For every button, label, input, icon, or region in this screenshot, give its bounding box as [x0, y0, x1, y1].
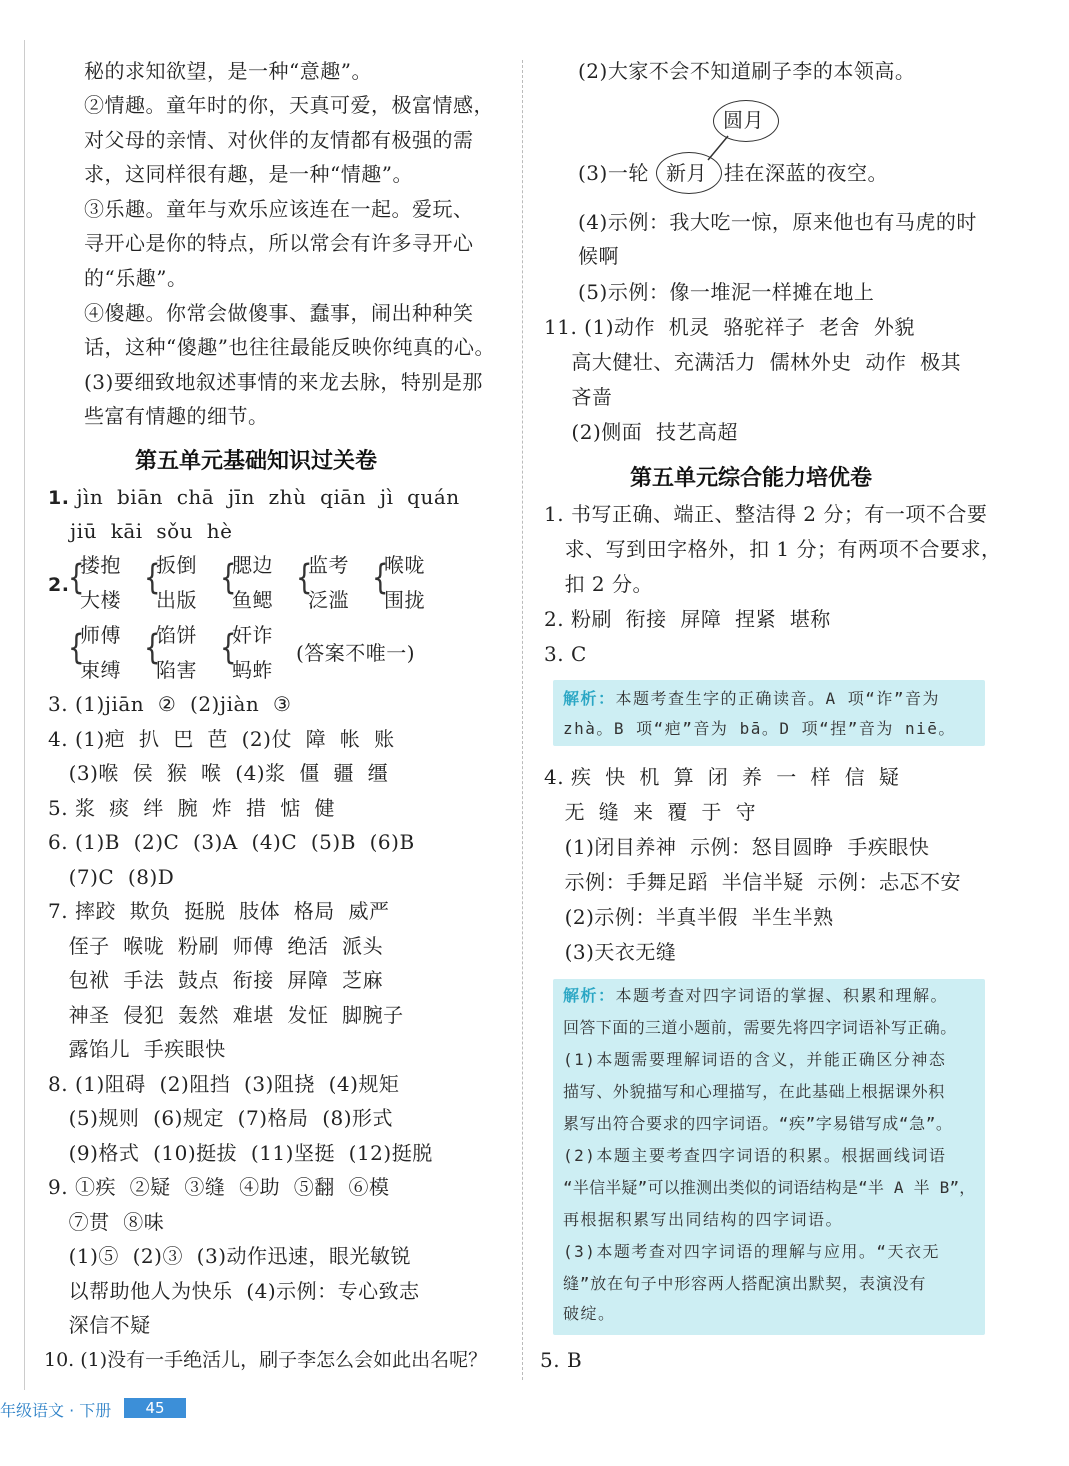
- question-8-line: 8. (1)阻碍 (2)阻挡 (3)阻挠 (4)规矩: [48, 1072, 400, 1096]
- analysis-text: 本题考查生字的正确读音。A 项“诈”音为: [615, 689, 941, 708]
- word-pair: 监考: [308, 553, 349, 577]
- circled-word-text: 新月: [666, 161, 707, 185]
- brace-icon: {: [144, 557, 161, 599]
- question-9-line: 深信不疑: [48, 1313, 151, 1337]
- question-4-line: (3)天衣无缝: [544, 940, 677, 964]
- question-6-line: (7)C (8)D: [48, 865, 175, 889]
- text-line: (3)要细致地叙述事情的来龙去脉，特别是那: [84, 370, 483, 394]
- analysis-label: 解析：: [563, 986, 616, 1005]
- page-number: 45: [124, 1398, 186, 1418]
- question-1-line: 求、写到田字格外，扣 1 分；有两项不合要求，: [544, 537, 1002, 561]
- analysis-line: 再根据积累写出同结构的四字词语。: [563, 1210, 844, 1229]
- text-line: (4)示例：我大吃一惊，原来他也有马虎的时: [578, 210, 977, 234]
- question-7-line: 神圣 侵犯 轰然 难堪 发怔 脚腕子: [48, 1003, 404, 1027]
- question-11-line: 11. (1)动作 机灵 骆驼祥子 老舍 外貌: [544, 315, 915, 339]
- question-11-line: 高大健壮、充满活力 儒林外史 动作 极其: [544, 350, 962, 374]
- analysis-line: [563, 985, 948, 1007]
- section-heading: 第五单元基础知识过关卷: [135, 449, 378, 474]
- analysis-line: (2)本题主要考查四字词语的积累。根据画线词语: [563, 1146, 947, 1165]
- brace-icon: {: [220, 557, 237, 599]
- brace-icon: {: [372, 557, 389, 599]
- analysis-line: 破绽。: [563, 1304, 616, 1323]
- analysis-box: [553, 979, 985, 1335]
- brace-icon: {: [68, 557, 85, 599]
- word-pair: 陷害: [156, 658, 197, 682]
- footer-text: 年级语文 · 下册: [0, 1401, 112, 1420]
- analysis-line: 累写出符合要求的四字词语。“疾”字易错写成“急”。: [563, 1114, 953, 1133]
- word-pair: 泛滥: [308, 588, 349, 612]
- question-4-line: 4. 疾 快 机 算 闭 养 一 样 信 疑: [544, 765, 900, 789]
- question-3: 3. C: [544, 642, 587, 666]
- brace-icon: {: [296, 557, 313, 599]
- text-line: ④傻趣。你常会做傻事、蠢事，闹出种种笑: [84, 301, 474, 325]
- question-9-line: (1)⑤ (2)③ (3)动作迅速，眼光敏锐: [48, 1244, 411, 1268]
- word-pair: 扳倒: [156, 553, 197, 577]
- text-line: 寻开心是你的特点，所以常会有许多寻开心: [84, 231, 474, 255]
- question-8-line: (5)规则 (6)规定 (7)格局 (8)形式: [48, 1106, 394, 1130]
- question-number: 2.: [48, 574, 70, 596]
- analysis-line: (1)本题需要理解词语的含义，并能正确区分神态: [563, 1050, 947, 1069]
- brace-icon: {: [144, 627, 161, 669]
- question-4-line: (2)示例：半真半假 半生半熟: [544, 905, 834, 929]
- word-pair: 腮边: [232, 553, 273, 577]
- word-pair: 馅饼: [156, 623, 197, 647]
- question-10: 10. (1)没有一手绝活儿，刷子李怎么会如此出名呢？: [44, 1349, 488, 1371]
- word-pair: 奸诈: [232, 623, 273, 647]
- brace-icon: {: [68, 627, 85, 669]
- question-5: 5. 浆 痰 绊 腕 炸 措 惦 健: [48, 796, 335, 820]
- text-line-post: 挂在深蓝的夜空。: [724, 161, 888, 185]
- analysis-line: 描写、外貌描写和心理描写，在此基础上根据课外积: [563, 1082, 945, 1101]
- analysis-line: zhà。B 项“疤”音为 bā。D 项“捏”音为 niē。: [563, 719, 956, 738]
- column-divider: [522, 60, 523, 1380]
- text-line: (2)大家不会不知道刷子李的本领高。: [578, 59, 916, 83]
- question-2: 2. 粉刷 衔接 屏障 捏紧 堪称: [544, 607, 831, 631]
- question-5: 5. B: [540, 1348, 583, 1372]
- word-pair: 师傅: [80, 623, 121, 647]
- question-11-line: (2)侧面 技艺高超: [544, 420, 738, 444]
- analysis-label: 解析：: [563, 689, 616, 708]
- question-4-line: (3)喉 侯 猴 喉 (4)浆 僵 疆 缰: [48, 761, 389, 785]
- question-11-line: 吝啬: [544, 385, 613, 409]
- answer-note: (答案不唯一): [296, 641, 416, 665]
- word-pair: 束缚: [80, 658, 121, 682]
- text-line: ③乐趣。童年与欢乐应该连在一起。爱玩、: [84, 197, 474, 221]
- text-line: 候啊: [578, 244, 619, 268]
- question-9-line: 以帮助他人为快乐 (4)示例：专心致志: [48, 1279, 420, 1303]
- word-pair: 围拢: [384, 588, 425, 612]
- question-4-line: 无 缝 来 覆 于 守: [544, 800, 757, 824]
- pinyin-line: jiū kāi sǒu hè: [70, 519, 233, 543]
- word-pair: 大楼: [80, 588, 121, 612]
- analysis-line: 缝”放在句子中形容两人搭配演出默契，表演没有: [563, 1274, 927, 1293]
- word-pair: 喉咙: [384, 553, 425, 577]
- text-line: 求，这同样很有趣，是一种“情趣”。: [84, 162, 413, 186]
- text-line-pre: (3)一轮: [578, 161, 649, 185]
- analysis-text: 本题考查对四字词语的掌握、积累和理解。: [615, 986, 949, 1005]
- word-pair: 搂抱: [80, 553, 121, 577]
- brace-icon: {: [220, 627, 237, 669]
- analysis-box: [553, 680, 985, 746]
- text-line: 对父母的亲情、对伙伴的友情都有极强的需: [84, 128, 474, 152]
- word-pair: 鱼鳃: [232, 588, 273, 612]
- word-pair: 蚂蚱: [232, 658, 273, 682]
- question-7-line: 包袱 手法 鼓点 衔接 屏障 芝麻: [48, 968, 384, 992]
- question-1: [48, 484, 460, 511]
- circled-word-text: 圆月: [723, 108, 764, 132]
- question-7-line: 侄子 喉咙 粉刷 师傅 绝活 派头: [48, 934, 384, 958]
- question-number: 1.: [48, 487, 70, 509]
- text-line: 话，这种“傻趣”也往往最能反映你纯真的心。: [84, 335, 495, 359]
- question-1-line: 1. 书写正确、端正、整洁得 2 分；有一项不合要: [544, 502, 988, 526]
- question-9-line: 9. ①疾 ②疑 ③缝 ④助 ⑤翻 ⑥模: [48, 1175, 390, 1199]
- text-line: 些富有情趣的细节。: [84, 404, 269, 428]
- page-edge: [0, 40, 25, 1390]
- question-6-line: 6. (1)B (2)C (3)A (4)C (5)B (6)B: [48, 830, 415, 854]
- question-4-line: 示例：手舞足蹈 半信半疑 示例：忐忑不安: [544, 870, 962, 894]
- question-4-line: (1)闭目养神 示例：怒目圆睁 手疾眼快: [544, 835, 930, 859]
- analysis-line: “半信半疑”可以推测出类似的词语结构是“半 A 半 B”，: [563, 1178, 976, 1197]
- question-7-line: 露馅儿 手疾眼快: [48, 1037, 226, 1061]
- analysis-line: 回答下面的三道小题前，需要先将四字词语补写正确。: [563, 1018, 957, 1037]
- pinyin-line: jìn biān chā jīn zhù qiān jì quán: [76, 485, 460, 509]
- text-line: 的“乐趣”。: [84, 266, 188, 290]
- text-line: ②情趣。童年时的你，天真可爱，极富情感，: [84, 93, 494, 117]
- question-1-line: 扣 2 分。: [544, 572, 654, 596]
- question-8-line: (9)格式 (10)挺拔 (11)坚挺 (12)挺脱: [48, 1141, 433, 1165]
- word-pair: 出版: [156, 588, 197, 612]
- question-9-line: ⑦贯 ⑧味: [48, 1210, 165, 1234]
- question-4-line: 4. (1)疤 扒 巴 芭 (2)仗 障 帐 账: [48, 727, 395, 751]
- section-heading: 第五单元综合能力培优卷: [630, 466, 873, 491]
- text-line: 秘的求知欲望，是一种“意趣”。: [84, 59, 372, 83]
- question-3: 3. (1)jiān ② (2)jiàn ③: [48, 692, 292, 716]
- question-7-line: 7. 摔跤 欺负 挺脱 肢体 格局 威严: [48, 899, 390, 923]
- analysis-line: (3)本题考查对四字词语的理解与应用。“天衣无: [563, 1242, 941, 1261]
- analysis-line: [563, 688, 940, 710]
- text-line: (5)示例：像一堆泥一样摊在地上: [578, 280, 875, 304]
